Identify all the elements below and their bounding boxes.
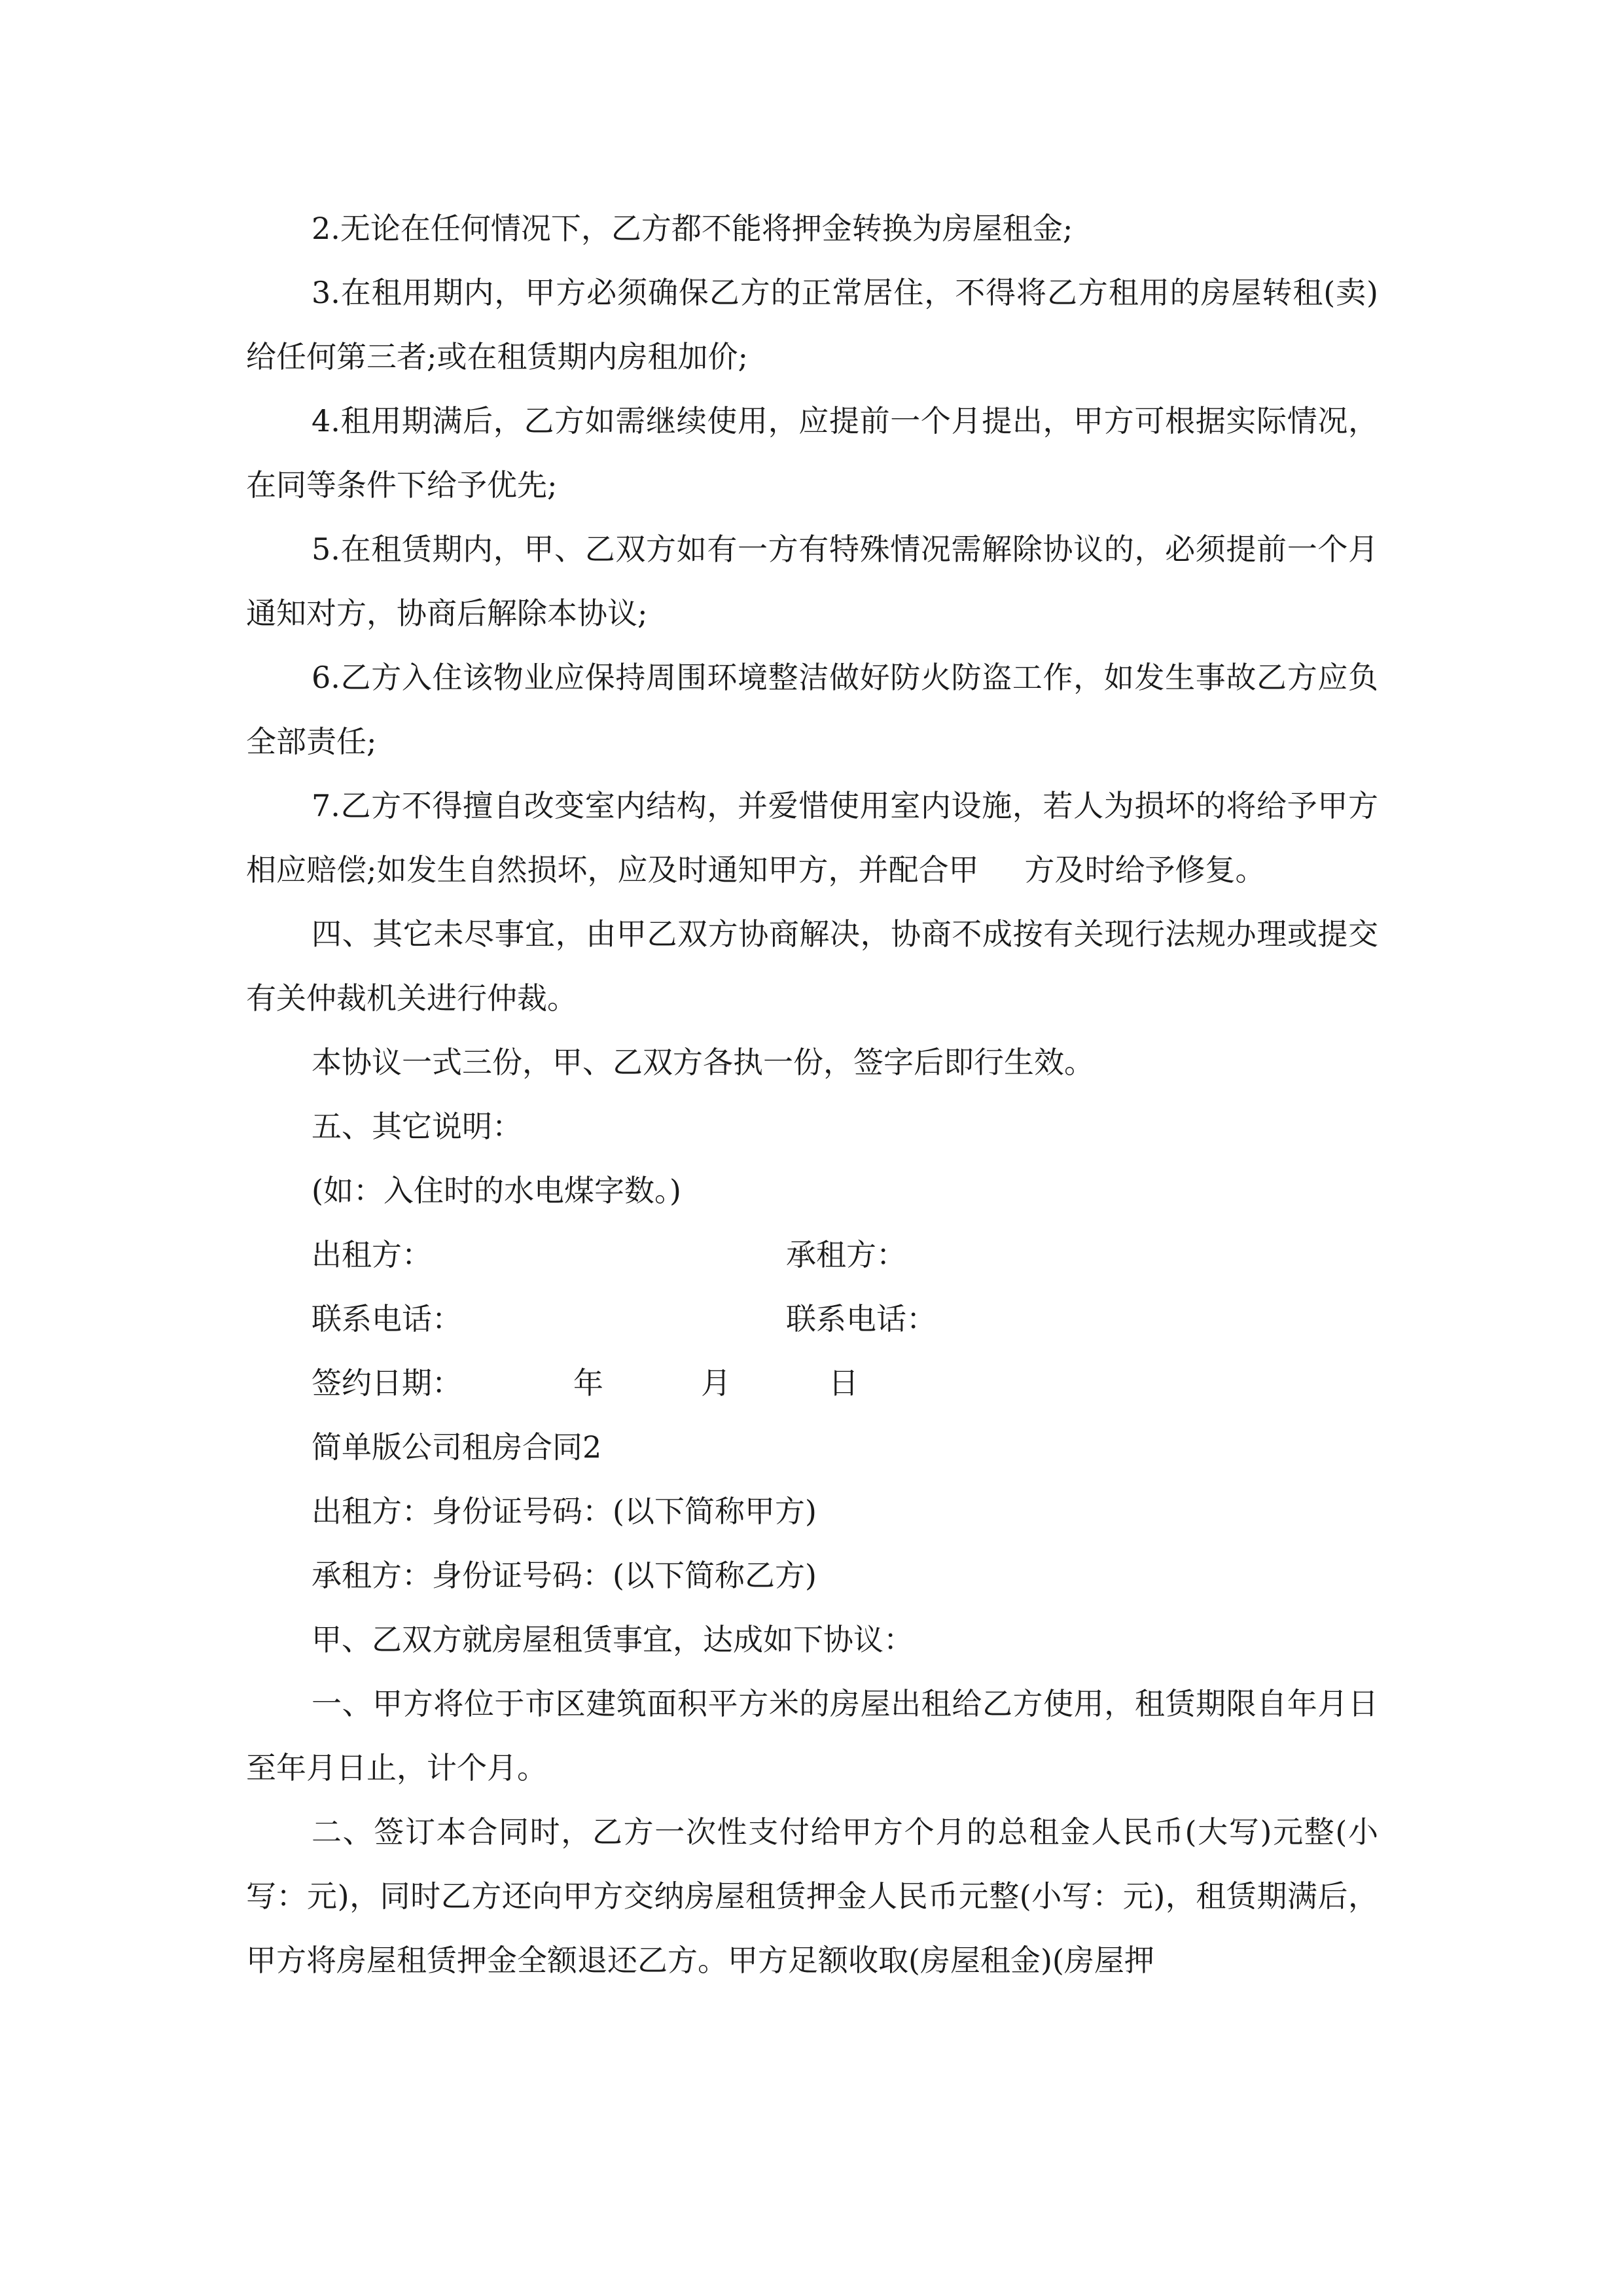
- lessee-phone-label: 联系电话：: [786, 1301, 936, 1336]
- phone-row: [246, 1287, 1378, 1351]
- contract2-title: 简单版公司租房合同2: [312, 1429, 602, 1465]
- day-label: 日: [829, 1365, 859, 1401]
- clause-item-7-tail: 方及时给予修复。: [1024, 852, 1266, 888]
- clause-item-7-text: 7.乙方不得擅自改变室内结构，并爱惜使用室内设施，若人为损坏的将给予甲方相应赔偿;如发生自然损坏，应及时通知甲方，并配合甲: [246, 788, 1378, 888]
- lessee-label: 承租方：: [786, 1237, 906, 1272]
- signing-date-row: [246, 1351, 1378, 1415]
- clause-item-6: 6.乙方入住该物业应保持周围环境整洁做好防火防盗工作，如发生事故乙方应负全部责任;: [246, 660, 1378, 759]
- section-four: 四、其它未尽事宜，由甲乙双方协商解决，协商不成按有关现行法规办理或提交有关仲裁机关进行仲裁。: [246, 916, 1378, 1016]
- party-row: [246, 1223, 1378, 1287]
- contract2-lessor: 出租方：身份证号码：(以下简称甲方): [312, 1494, 817, 1529]
- year-label: 年: [573, 1365, 603, 1401]
- signing-date-label: 签约日期：: [312, 1365, 462, 1401]
- section-five-heading: 五、其它说明：: [312, 1109, 522, 1144]
- lessor-phone-label: 联系电话：: [312, 1301, 462, 1336]
- clause-item-2: 2.无论在任何情况下，乙方都不能将押金转换为房屋租金;: [312, 211, 1073, 246]
- clause-item-3: 3.在租用期内，甲方必须确保乙方的正常居住，不得将乙方租用的房屋转租(卖)给任何第三者;或在租赁期内房租加价;: [246, 275, 1378, 374]
- contract2-intro: 甲、乙双方就房屋租赁事宜，达成如下协议：: [312, 1622, 914, 1657]
- clause-item-5: 5.在租赁期内，甲、乙双方如有一方有特殊情况需解除协议的，必须提前一个月通知对方，协商后解除本协议;: [246, 531, 1378, 631]
- month-label: 月: [701, 1365, 731, 1401]
- contract2-clause-2: 二、签订本合同时，乙方一次性支付给甲方个月的总租金人民币(大写)元整(小写：元)，同时乙方还向甲方交纳房屋租赁押金人民币元整(小写：元)，租赁期满后，甲方将房屋租赁押金全额退还乙方。甲方足额收取(房屋租金)(房屋押: [246, 1814, 1378, 1978]
- other-notes: (如：入住时的水电煤字数。): [312, 1173, 681, 1208]
- document-page: [246, 196, 1378, 1992]
- copies-statement: 本协议一式三份，甲、乙双方各执一份，签字后即行生效。: [312, 1045, 1094, 1080]
- contract2-lessee: 承租方：身份证号码：(以下简称乙方): [312, 1558, 817, 1593]
- contract2-clause-1: 一、甲方将位于市区建筑面积平方米的房屋出租给乙方使用，租赁期限自年月日至年月日止，计个月。: [246, 1686, 1378, 1785]
- clause-item-4: 4.租用期满后，乙方如需继续使用，应提前一个月提出，甲方可根据实际情况，在同等条件下给予优先;: [246, 403, 1378, 503]
- lessor-label: 出租方：: [312, 1237, 432, 1272]
- clause-item-7: [246, 774, 1378, 902]
